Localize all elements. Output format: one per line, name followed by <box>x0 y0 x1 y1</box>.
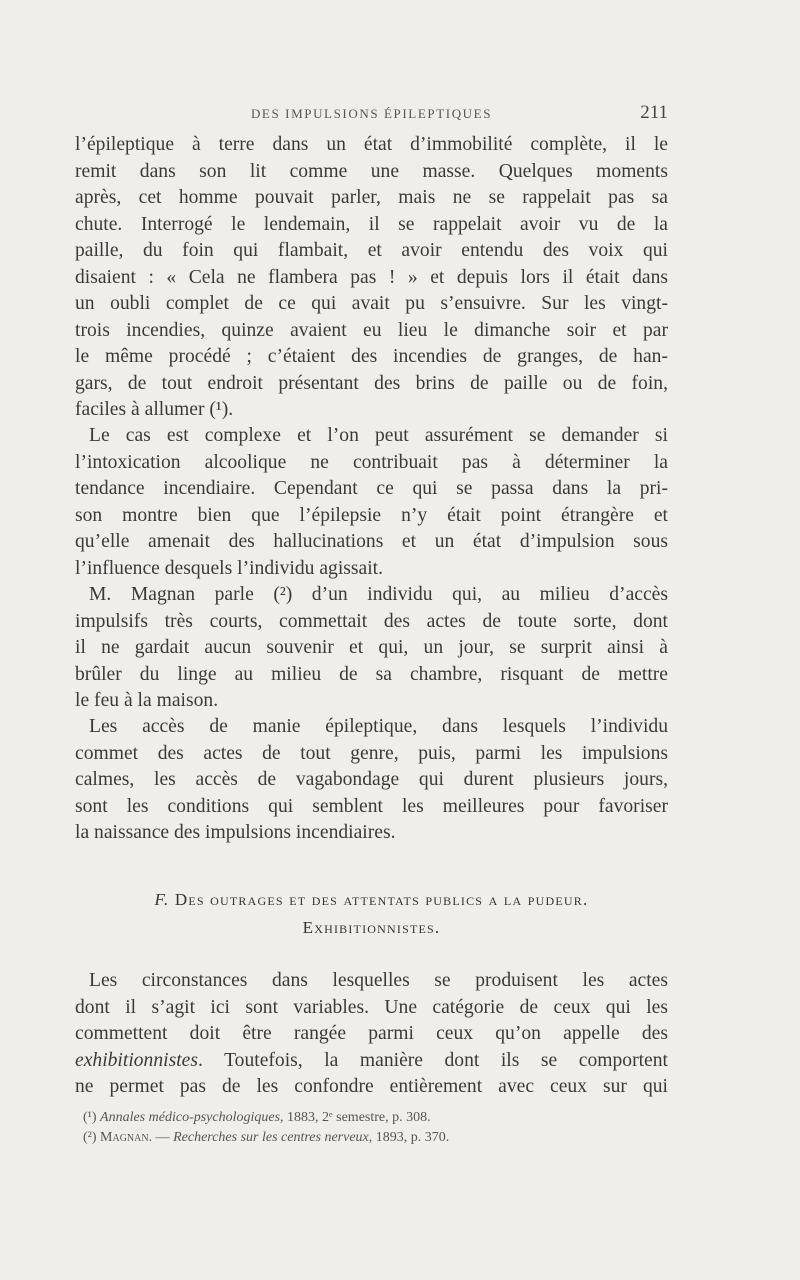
text-line: trois incendies, quinze avaient eu lieu le dimanche soir et par <box>75 319 668 341</box>
text-line: après, cet homme pouvait parler, mais ne se rappelait pas sa <box>75 187 668 208</box>
section-heading-line-1 <box>75 890 668 918</box>
page-header <box>75 102 668 126</box>
text-line: impulsifs très courts, commettait des actes de toute sorte, dont <box>75 610 668 632</box>
text-line: gars, de tout endroit présentant des brins de paille ou de foin, <box>75 372 668 394</box>
text-line-mixed <box>75 1048 668 1075</box>
paragraph-4 <box>75 714 668 847</box>
footnote-title: Recherches sur les centres nerveux <box>173 1130 369 1145</box>
paragraph-3 <box>75 582 668 715</box>
text-fragment: . Toutefois, la manière dont ils se comportent <box>198 1049 668 1071</box>
text-line: un oubli complet de ce qui avait pu s’ensuivre. Sur les vingt- <box>75 293 668 314</box>
text-line: l’influence desquels l’individu agissait. <box>75 557 383 579</box>
text-line: il ne gardait aucun souvenir et qui, un jour, se surprit ainsi à <box>75 637 668 658</box>
text-line: ne permet pas de les confondre entièrement avec ceux sur qui <box>75 1076 668 1097</box>
footnote-marker: (¹) <box>83 1110 97 1125</box>
text-line: qu’elle amenait des hallucinations et un état d’impulsion sous <box>75 531 668 552</box>
footnote-2 <box>75 1128 668 1148</box>
text-line: Les circonstances dans lesquelles se produisent les actes <box>89 970 668 991</box>
text-line: calmes, les accès de vagabondage qui durent plusieurs jours, <box>75 769 668 790</box>
footnote-details: , 1893, p. 370. <box>368 1130 450 1145</box>
paragraph-2 <box>75 423 668 582</box>
text-line: l’intoxication alcoolique ne contribuait pas à déterminer la <box>75 451 668 473</box>
footnote-separator: — <box>152 1130 174 1145</box>
text-line: Les accès de manie épileptique, dans lesquels l’individu <box>89 716 668 737</box>
text-line: l’épileptique à terre dans un état d’immobilité complète, il le <box>75 134 668 155</box>
footnote-title: Annales médico-psychologiques <box>100 1110 281 1125</box>
text-line: M. Magnan parle (²) d’un individu qui, au milieu d’accès <box>89 584 668 605</box>
text-line: faciles à allumer (¹). <box>75 399 234 420</box>
text-line: remit dans son lit comme une masse. Quelques moments <box>75 160 668 182</box>
page-number: 211 <box>640 102 668 123</box>
footnote-marker: (²) <box>83 1130 97 1145</box>
footnote-details: , 1883, 2ᵉ semestre, p. 308. <box>280 1110 431 1125</box>
text-line: le feu à la maison. <box>75 690 219 711</box>
text-line: sont les conditions qui semblent les meilleures pour favoriser <box>75 795 668 817</box>
running-title: DES IMPULSIONS ÉPILEPTIQUES <box>250 106 493 121</box>
text-line: Le cas est complexe et l’on peut assurément se demander si <box>89 425 668 446</box>
section-subtitle: Exhibitionnistes. <box>302 918 441 937</box>
text-line: disaient : « Cela ne flambera pas ! » et depuis lors il était dans <box>75 266 668 288</box>
section-letter: F. <box>154 890 170 909</box>
text-line: le même procédé ; c’étaient des incendies de granges, de han- <box>75 346 668 367</box>
paragraph-5 <box>75 968 668 1101</box>
text-line: brûler du linge au milieu de sa chambre, risquant de mettre <box>75 663 668 685</box>
text-line: son montre bien que l’épilepsie n’y était point étrangère et <box>75 504 668 526</box>
text-line: paille, du foin qui flambait, et avoir entendu des voix qui <box>75 240 668 261</box>
text-line: dont il s’agit ici sont variables. Une catégorie de ceux qui les <box>75 996 668 1018</box>
text-line: tendance incendiaire. Cependant ce qui se passa dans la pri- <box>75 478 668 499</box>
paragraph-1 <box>75 132 668 424</box>
footnote-author: Magnan. <box>100 1130 153 1145</box>
italic-term: exhibitionnistes <box>75 1049 198 1071</box>
footnote-1 <box>75 1108 668 1128</box>
section-heading <box>75 890 668 946</box>
text-line: commettent doit être rangée parmi ceux qu’on appelle des <box>75 1023 668 1044</box>
text-line: chute. Interrogé le lendemain, il se rappelait avoir vu de la <box>75 213 668 235</box>
text-line: la naissance des impulsions incendiaires. <box>75 822 396 843</box>
section-title: Des outrages et des attentats publics a la pudeur. <box>174 890 589 909</box>
text-line: commet des actes de tout genre, puis, parmi les impulsions <box>75 742 668 764</box>
footnotes <box>75 1108 668 1148</box>
